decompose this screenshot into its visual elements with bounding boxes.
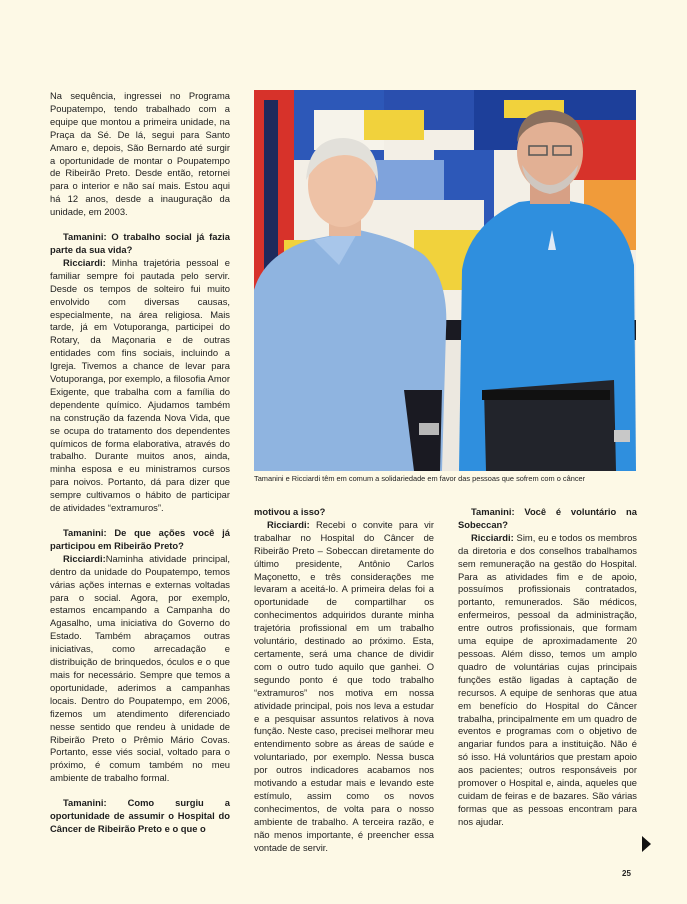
arrow-right-icon[interactable] (642, 836, 651, 852)
answer-hospital (254, 519, 434, 855)
photo-caption: Tamanini e Ricciardi têm em comum a solidariedade em favor das pessoas que sofrem com o câncer (254, 474, 586, 483)
speaker-label: Ricciardi: (267, 518, 310, 530)
text-column-2 (254, 506, 434, 854)
intro-paragraph: Na sequência, ingressei no Programa Poupatempo, tendo trabalhado com a equipe que montou a primeira unidade, na Praça da Sé. De lá, segui para Santo Amaro e, depois, São Bernardo até surgir a oportunidade de montar o Poupatempo de Ribeirão Preto. Desde então, retornei para o interior e não saí mais. Estou aqui há 12 anos, desde a inauguração da unidade, em 2003. (50, 90, 230, 218)
question-actions: Tamanini: De que ações você já participou em Ribeirão Preto? (50, 527, 230, 551)
answer-text: Naminha atividade principal, dentro da unidade do Poupatempo, temos várias ações internas e externas voltadas para o social. Agora, por exemplo, estamos encampando a Campanha do Agasalho, uma iniciativa do Governo do Estado. Também abraçamos outras iniciativas, como arrecadação e distribuição de brinquedos, óculos e o que mais for necessário. Sempre que temos a oportunidade, aderimos a campanhas locais. Dentro do Poupatempo, em 2006, fizemos um atendimento diferenciado nesse sentido que rendeu à unidade de Ribeirão Preto o Prêmio Mário Covas. Portanto, esse viés social, voltado para o próximo, é comum também no meu ambiente de trabalho formal. (50, 552, 230, 784)
speaker-label: Ricciardi: (471, 531, 514, 543)
speaker-label: Ricciardi: (63, 256, 106, 268)
answer-text: Recebi o convite para vir trabalhar no Hospital do Câncer de Ribeirão Preto – Sobeccan diretamente do último presidente, Antônio Carlos Maçonetto, e três considerações me levaram a aceitá-lo. A primeira delas foi a oportunidade de compartilhar os conhecimentos adquiridos durante minha trajetória profissional em um trabalho voluntário, destinado ao próximo. Esta, certamente, será uma chance de dividir com o outro tudo aquilo que ganhei. O segundo ponto é que todo trabalho “extramuros” nos motiva em nossa atividade principal, pois nos leva a estudar e a pesquisar assuntos relativos à nova função. Neste caso, precisei melhorar meu entendimento sobre as áreas de saúde e voluntariado, por exemplo. Nessa busca por outros indicadores acabamos nos motivando a estudar mais e levando este estímulo, assim como os novos conhecimentos, de volta para o nosso ambiente de trabalho. A terceira razão, e não menos importante, é preencher essa vontade de servir. (254, 518, 434, 853)
answer-text: Minha trajetória pessoal e familiar sempre foi pautada pelo servir. Desde os tempos de solteiro fui muito envolvido com diversas causas, especialmente, na área religiosa. Mais tarde, já em Votuporanga, participei do Rotary, da Maçonaria e de outras entidades com fins sociais, incluindo a Igreja. Tivemos a chance de levar para Votuporanga, por exemplo, a filosofia Amor Exigente, que trabalha com a família do dependente químico. Ajudamos também na construção da fazenda Nova Vida, que se ocupa do tratamento dos dependentes químicos de forma elaborativa, através do trabalho. Durante muitos anos, ainda, minha esposa e eu ministramos cursos para noivos. Portanto, dá para dizer que sempre cultivamos o hábito de participar de atividades “extramuros”. (50, 256, 230, 514)
answer-volunteer (458, 532, 637, 829)
question-social-work: Tamanini: O trabalho social já fazia parte da sua vida? (50, 231, 230, 255)
answer-social-work (50, 257, 230, 515)
text-column-1 (50, 90, 230, 836)
photo-illustration (254, 90, 636, 471)
photo-two-men (254, 90, 636, 471)
speaker-label: Ricciardi: (63, 552, 106, 564)
question-volunteer: Tamanini: Você é voluntário na Sobeccan? (458, 506, 637, 530)
answer-text: Sim, eu e todos os membros da diretoria e dos conselhos trabalhamos sem remuneração na gestão do Hospital. Para as atividades fim e de apoio, possuímos profissionais contratados, portanto, remunerados. São médicos, enfermeiros, pessoal da administração, entre outros profissionais, que formam uma equipe de aproximadamente 20 pessoas. Além disso, temos um amplo quadro de voluntárias cujas principais funções estão ligadas à captação de recursos. A equipe de senhoras que atua em benefício do Hospital do Câncer trabalha, principalmente em um quadro de eventos e programas com o objetivo de angariar fundos para a instituição. Não é só isso. Há voluntários que prestam apoio aos pacientes; outros responsáveis por promover o Hospital e, ainda, aqueles que cuidam de feiras e de bazares. São várias formas que as pessoas encontram para nos ajudar. (458, 531, 637, 827)
text-column-3 (458, 506, 637, 829)
answer-actions (50, 553, 230, 785)
page-number: 25 (622, 869, 631, 878)
question-hospital-start: Tamanini: Como surgiu a oportunidade de assumir o Hospital do Câncer de Ribeirão Preto e o que o (50, 797, 230, 834)
question-hospital-end: motivou a isso? (254, 506, 326, 517)
